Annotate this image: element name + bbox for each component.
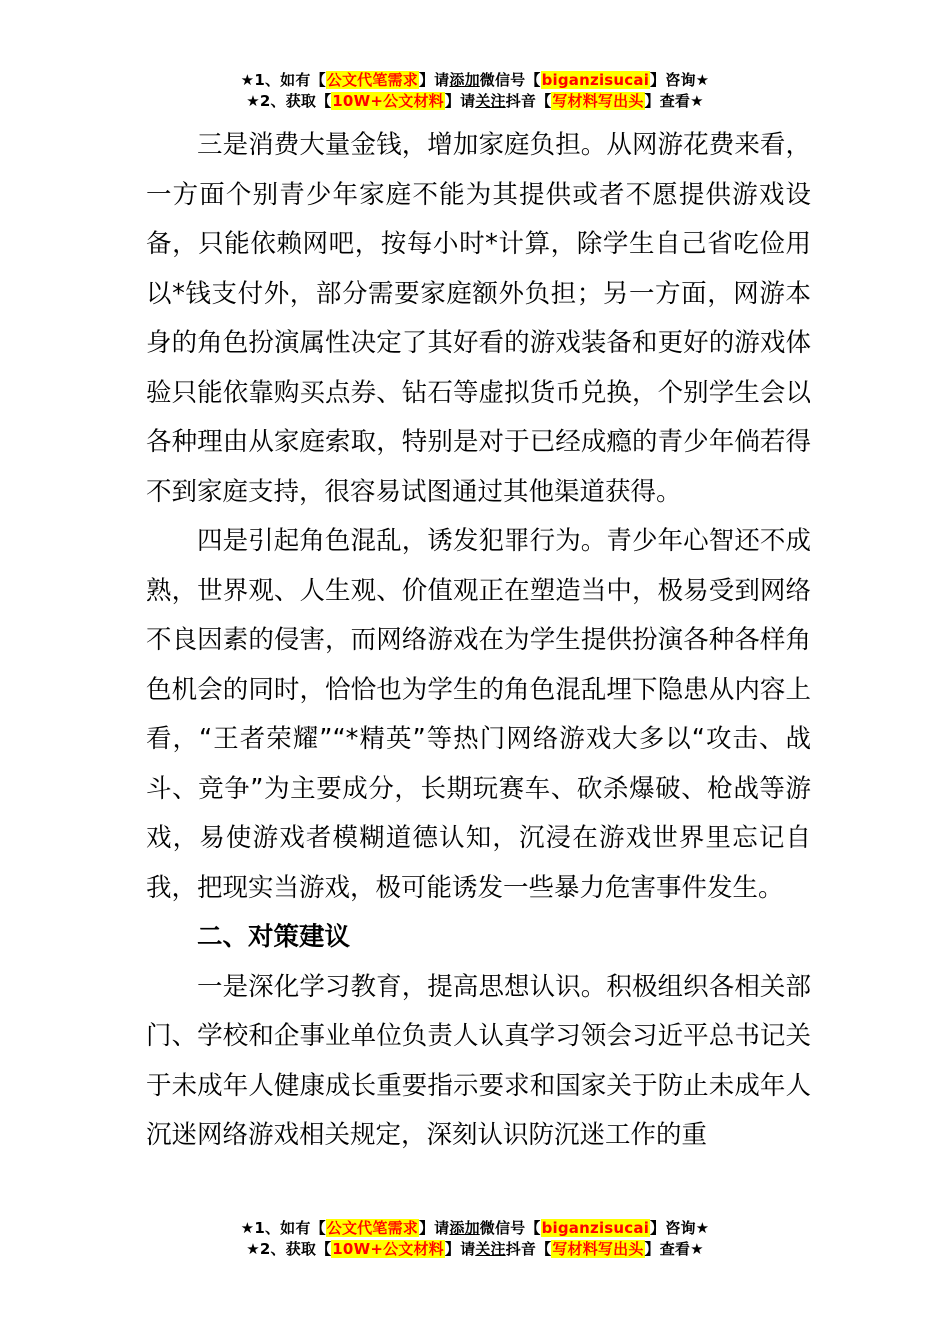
banner-text: 】咨询 <box>650 71 696 89</box>
banner-text: 1、如有【 <box>254 71 326 89</box>
banner-text: 】请 <box>418 71 450 89</box>
document-body <box>146 121 811 1161</box>
banner-text: 】咨询 <box>650 1219 696 1237</box>
paragraph-5: 一是深化学习教育，提高思想认识。积极组织各相关部门、学校和企事业单位负责人认真学习领会习近平总书记关于未成年人健康成长重要指示要求和国家关于防止未成年人沉迷网络游戏相关规定，深刻认识防沉迷工作的重 <box>146 971 811 1150</box>
banner-underline: 添加 <box>449 71 480 89</box>
section-heading: 二、对策建议 <box>197 922 351 952</box>
bottom-banner <box>0 1218 950 1260</box>
banner-highlight: 写材料写出头 <box>552 1240 644 1258</box>
top-banner <box>0 70 950 112</box>
banner-highlight: 10W+公文材料 <box>332 92 444 110</box>
banner-underline: 关注 <box>475 1240 506 1258</box>
banner-highlight: biganzisucai <box>541 1219 650 1237</box>
banner-text: 】查看 <box>644 1240 691 1258</box>
star-icon: ★ <box>690 92 704 110</box>
banner-text: 2、获取【 <box>259 1240 332 1258</box>
banner-underline: 添加 <box>449 1219 480 1237</box>
banner-line-2 <box>0 91 950 112</box>
star-icon: ★ <box>695 1219 710 1237</box>
banner-text: 】请 <box>444 1240 476 1258</box>
banner-text: 】请 <box>444 92 476 110</box>
banner-text: 】查看 <box>644 92 691 110</box>
banner-highlight: 公文代笔需求 <box>326 1219 418 1237</box>
banner-highlight: 写材料写出头 <box>552 92 644 110</box>
banner-highlight: 公文代笔需求 <box>326 71 418 89</box>
banner-text: 1、如有【 <box>254 1219 326 1237</box>
banner-highlight: 10W+公文材料 <box>332 1240 444 1258</box>
banner-text: 微信号【 <box>479 71 541 89</box>
banner-text: 抖音【 <box>505 1240 552 1258</box>
star-icon: ★ <box>240 71 255 89</box>
banner-line-2 <box>0 1239 950 1260</box>
banner-text: 2、获取【 <box>259 92 332 110</box>
star-icon: ★ <box>690 1240 704 1258</box>
paragraph-3: 三是消费大量金钱，增加家庭负担。从网游花费来看，一方面个别青少年家庭不能为其提供或者不愿提供游戏设备，只能依赖网吧，按每小时*计算，除学生自己省吃俭用以*钱支付外，部分需要家庭额外负担；另一方面，网游本身的角色扮演属性决定了其好看的游戏装备和更好的游戏体验只能依靠购买点券、钻石等虚拟货币兑换，个别学生会以各种理由从家庭索取，特别是对于已经成瘾的青少年倘若得不到家庭支持，很容易试图通过其他渠道获得。 <box>146 130 811 507</box>
star-icon: ★ <box>246 92 260 110</box>
banner-highlight: biganzisucai <box>541 71 650 89</box>
paragraph-4: 四是引起角色混乱，诱发犯罪行为。青少年心智还不成熟，世界观、人生观、价值观正在塑造当中，极易受到网络不良因素的侵害，而网络游戏在为学生提供扮演各种各样角色机会的同时，恰恰也为学生的角色混乱埋下隐患从内容上看，“王者荣耀”“*精英”等热门网络游戏大多以“攻击、战斗、竞争”为主要成分，长期玩赛车、砍杀爆破、枪战等游戏，易使游戏者模糊道德认知，沉浸在游戏世界里忘记自我，把现实当游戏，极可能诱发一些暴力危害事件发生。 <box>146 526 811 903</box>
banner-text: 】请 <box>418 1219 450 1237</box>
star-icon: ★ <box>246 1240 260 1258</box>
star-icon: ★ <box>695 71 710 89</box>
banner-text: 微信号【 <box>479 1219 541 1237</box>
banner-line-1 <box>0 70 950 91</box>
star-icon: ★ <box>240 1219 255 1237</box>
banner-text: 抖音【 <box>505 92 552 110</box>
banner-line-1 <box>0 1218 950 1239</box>
banner-underline: 关注 <box>475 92 506 110</box>
